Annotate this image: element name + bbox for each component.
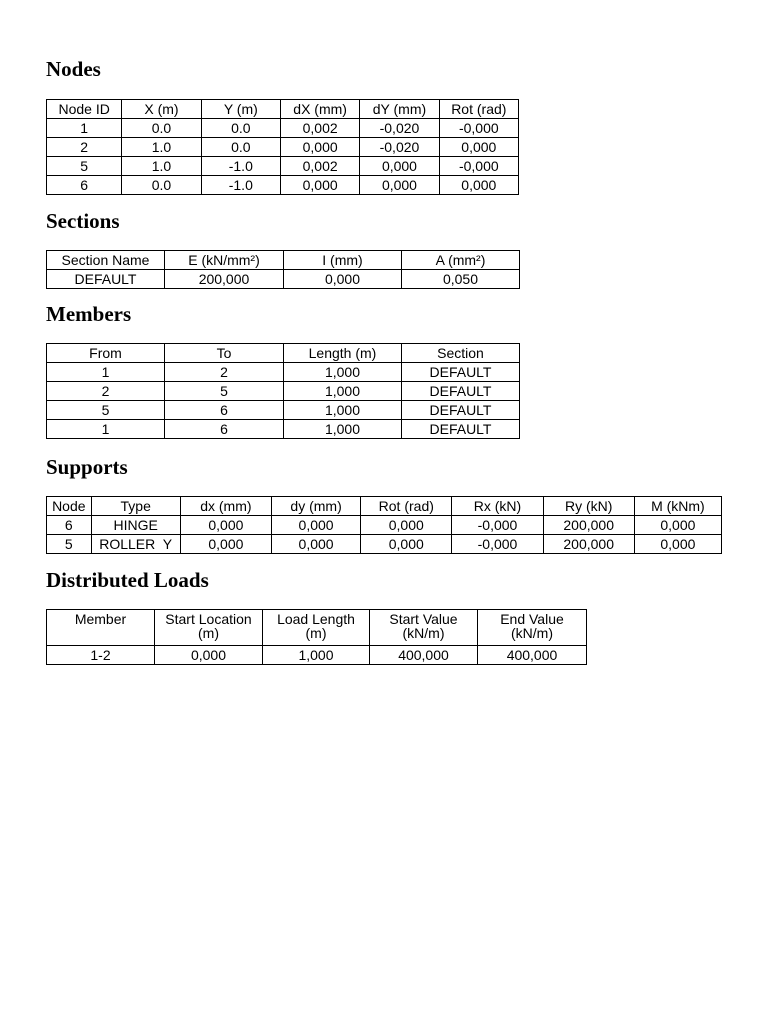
table-row	[47, 138, 519, 157]
table-cell: -0,000	[439, 119, 518, 138]
table-cell: 0,002	[280, 157, 359, 176]
table-cell: -0,020	[360, 138, 439, 157]
header-row	[47, 251, 520, 270]
sections-table	[46, 250, 520, 289]
column-header-line: (m)	[305, 625, 327, 641]
column-header: Section Name	[47, 251, 165, 270]
table-row	[47, 516, 722, 535]
table-row	[47, 535, 722, 554]
table-cell: 0.0	[122, 119, 201, 138]
column-header: Y (m)	[201, 100, 280, 119]
table-cell: DEFAULT	[402, 401, 520, 420]
table-cell: 0,002	[280, 119, 359, 138]
table-cell: 5	[47, 157, 122, 176]
nodes-heading: Nodes	[46, 57, 101, 81]
distributed-loads-table	[46, 609, 587, 665]
column-header	[47, 610, 155, 646]
table-cell: 0,000	[361, 516, 452, 535]
table-cell: 400,000	[478, 646, 587, 665]
table-cell: 1,000	[284, 420, 402, 439]
table-cell: 1-2	[47, 646, 155, 665]
table-cell: ROLLER Y	[91, 535, 180, 554]
table-cell: 0,000	[439, 176, 518, 195]
distributed-loads-section	[46, 568, 564, 663]
table-cell: -0,000	[452, 516, 543, 535]
column-header	[370, 610, 478, 646]
table-row	[47, 270, 520, 289]
column-header	[478, 610, 587, 646]
table-cell: 1	[47, 363, 165, 382]
table-cell: 6	[165, 401, 284, 420]
column-header: dy (mm)	[271, 497, 360, 516]
table-cell: DEFAULT	[402, 363, 520, 382]
table-row	[47, 119, 519, 138]
table-cell: 5	[165, 382, 284, 401]
table-cell: DEFAULT	[402, 382, 520, 401]
table-cell: 0.0	[201, 119, 280, 138]
table-cell: 0,050	[402, 270, 520, 289]
table-row	[47, 157, 519, 176]
header-row	[47, 100, 519, 119]
table-cell: 1,000	[284, 382, 402, 401]
column-header: Node	[47, 497, 92, 516]
table-row	[47, 382, 520, 401]
table-cell: 0,000	[284, 270, 402, 289]
table-cell: DEFAULT	[402, 420, 520, 439]
table-cell: 1,000	[263, 646, 370, 665]
column-header: Type	[91, 497, 180, 516]
table-cell: 1,000	[284, 363, 402, 382]
table-cell: 0,000	[439, 138, 518, 157]
sections-heading: Sections	[46, 209, 120, 233]
table-row	[47, 420, 520, 439]
table-row	[47, 401, 520, 420]
table-cell: 1	[47, 119, 122, 138]
column-header	[155, 610, 263, 646]
nodes-table	[46, 99, 519, 195]
table-cell: 0,000	[155, 646, 263, 665]
header-row	[47, 497, 722, 516]
supports-heading: Supports	[46, 455, 128, 479]
column-header: dx (mm)	[180, 497, 271, 516]
table-cell: 2	[47, 382, 165, 401]
table-cell: 400,000	[370, 646, 478, 665]
supports-table	[46, 496, 722, 554]
table-cell: HINGE	[91, 516, 180, 535]
table-cell: 2	[47, 138, 122, 157]
column-header: dX (mm)	[280, 100, 359, 119]
table-cell: 6	[165, 420, 284, 439]
table-cell: 0.0	[122, 176, 201, 195]
table-cell: 200,000	[543, 535, 634, 554]
table-cell: 0,000	[271, 516, 360, 535]
column-header: Node ID	[47, 100, 122, 119]
column-header: E (kN/mm²)	[165, 251, 284, 270]
column-header-line: Start Value	[389, 611, 458, 627]
table-cell: 0,000	[180, 535, 271, 554]
table-cell: 0,000	[280, 176, 359, 195]
table-cell: 1,000	[284, 401, 402, 420]
table-cell: DEFAULT	[47, 270, 165, 289]
column-header: X (m)	[122, 100, 201, 119]
header-row	[47, 344, 520, 363]
table-cell: 6	[47, 516, 92, 535]
nodes-section	[46, 57, 507, 193]
table-row	[47, 176, 519, 195]
table-cell: 0.0	[201, 138, 280, 157]
table-cell: 1.0	[122, 138, 201, 157]
column-header-line: Load Length	[277, 611, 355, 627]
table-cell: 0,000	[360, 157, 439, 176]
table-cell: -1.0	[201, 176, 280, 195]
column-header: From	[47, 344, 165, 363]
column-header: Rx (kN)	[452, 497, 543, 516]
column-header: I (mm)	[284, 251, 402, 270]
table-cell: -0,000	[439, 157, 518, 176]
column-header: To	[165, 344, 284, 363]
table-cell: 0,000	[180, 516, 271, 535]
table-cell: 200,000	[543, 516, 634, 535]
column-header: dY (mm)	[360, 100, 439, 119]
header-row	[47, 610, 587, 646]
members-section	[46, 302, 492, 437]
table-cell: 200,000	[165, 270, 284, 289]
table-cell: 1.0	[122, 157, 201, 176]
column-header-line: (m)	[198, 625, 219, 641]
table-row	[47, 646, 587, 665]
table-cell: 2	[165, 363, 284, 382]
distributed-loads-heading: Distributed Loads	[46, 568, 209, 592]
column-header-line: Start Location	[165, 611, 252, 627]
table-cell: 0,000	[634, 516, 721, 535]
table-cell: -0,020	[360, 119, 439, 138]
column-header: Ry (kN)	[543, 497, 634, 516]
table-cell: 0,000	[280, 138, 359, 157]
column-header-line: Member	[74, 611, 127, 627]
table-row	[47, 363, 520, 382]
column-header: A (mm²)	[402, 251, 520, 270]
column-header: Rot (rad)	[361, 497, 452, 516]
members-table	[46, 343, 520, 439]
column-header	[263, 610, 370, 646]
column-header-line: End Value	[500, 611, 564, 627]
supports-section	[46, 455, 705, 552]
table-cell: 0,000	[360, 176, 439, 195]
table-cell: 6	[47, 176, 122, 195]
table-cell: 5	[47, 401, 165, 420]
column-header-line: (kN/m)	[511, 625, 553, 641]
column-header: M (kNm)	[634, 497, 721, 516]
table-cell: 0,000	[271, 535, 360, 554]
table-cell: 0,000	[361, 535, 452, 554]
column-header: Rot (rad)	[439, 100, 518, 119]
table-cell: -1.0	[201, 157, 280, 176]
column-header: Length (m)	[284, 344, 402, 363]
table-cell: 5	[47, 535, 92, 554]
members-heading: Members	[46, 302, 132, 326]
table-cell: -0,000	[452, 535, 543, 554]
column-header-line: (kN/m)	[402, 625, 445, 641]
column-header: Section	[402, 344, 520, 363]
sections-section	[46, 209, 486, 287]
table-cell: 1	[47, 420, 165, 439]
table-cell: 0,000	[634, 535, 721, 554]
